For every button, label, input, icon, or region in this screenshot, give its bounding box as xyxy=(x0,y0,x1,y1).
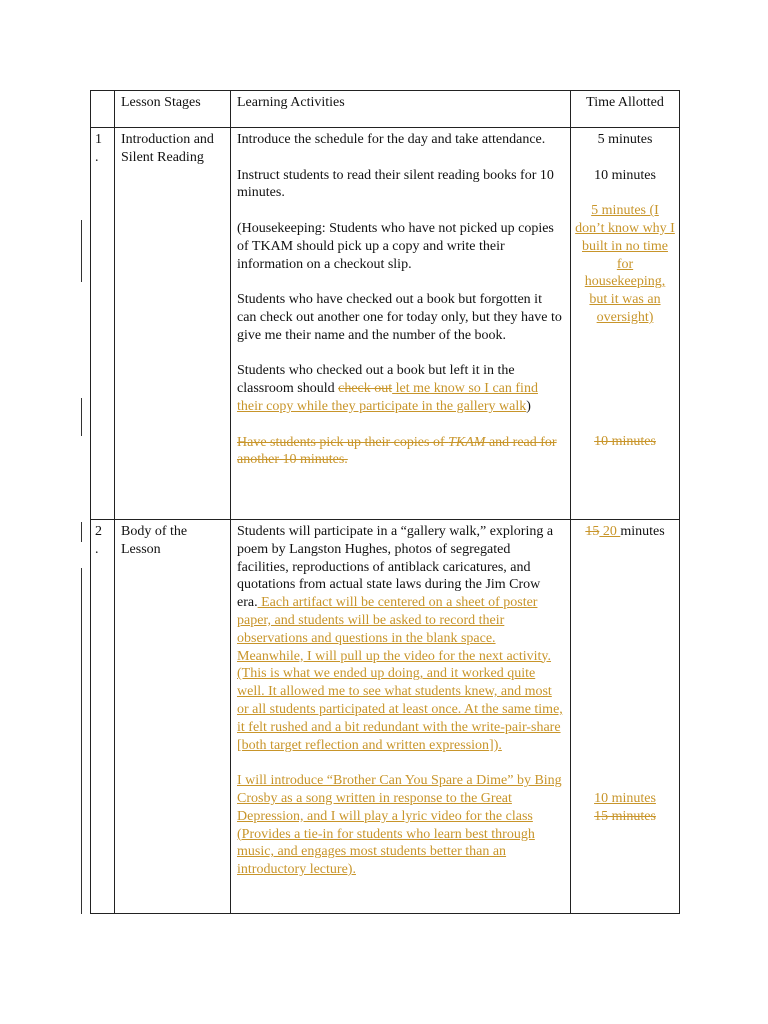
activity-paragraph: Students who checked out a book but left it in the classroom should check out let me know so I can find their copy while they participate in the gallery walk) xyxy=(237,363,538,414)
inserted-text: I will introduce “Brother Can You Spare a Dime” by Bing Crosby as a song written in response to the Great Depression, and I will play a lyric video for the class (Provides a tie-in for students who learn best through music, and engages most students better than an introductory lecture). xyxy=(237,773,562,878)
deleted-text: Have students pick up their copies of xyxy=(237,434,449,450)
activity-paragraph: Introduce the schedule for the day and take attendance. xyxy=(237,132,546,147)
activity-paragraph: Students who have checked out a book but forgotten it can check out another one for today only, but they have to give me their name and the number of the book. xyxy=(237,292,562,343)
activity-paragraph xyxy=(237,434,564,470)
change-bar xyxy=(81,398,82,436)
deleted-text: and read for another 10 minutes. xyxy=(237,434,557,468)
lesson-stage: Introduction and Silent Reading xyxy=(115,128,231,520)
time-value: 15 20 minutes xyxy=(585,524,665,539)
change-bar xyxy=(81,220,82,282)
change-bar xyxy=(81,568,82,914)
table-row xyxy=(91,128,680,520)
deleted-text: 15 minutes xyxy=(594,808,656,824)
table-row xyxy=(91,520,680,914)
inserted-text: 10 minutes xyxy=(594,790,656,806)
time-allotted-cell xyxy=(571,128,680,520)
row-number: 2 . xyxy=(91,520,115,914)
deleted-text: check out xyxy=(338,381,393,397)
table-header-row xyxy=(91,91,680,128)
header-lesson-stages: Lesson Stages xyxy=(115,91,231,128)
inserted-text: let me know so I can find their copy while they participate in the gallery walk xyxy=(237,381,538,414)
deleted-text: 15 xyxy=(585,524,600,539)
change-bar xyxy=(81,522,82,542)
header-number xyxy=(91,91,115,128)
time-value: 10 minutes xyxy=(594,167,656,183)
learning-activities-cell xyxy=(231,520,571,914)
activity-paragraph: (Housekeeping: Students who have not picked up copies of TKAM should pick up a copy and write their information on a checkout slip. xyxy=(237,220,554,272)
deleted-text: 10 minutes xyxy=(594,433,656,449)
header-time-allotted: Time Allotted xyxy=(571,91,680,128)
learning-activities-cell xyxy=(231,128,571,520)
inserted-text: 20 xyxy=(599,524,621,539)
header-learning-activities: Learning Activities xyxy=(231,91,571,128)
time-value: 5 minutes xyxy=(597,132,653,147)
activity-paragraph: Students will participate in a “gallery walk,” exploring a poem by Langston Hughes, photos of segregated facilities, reproductions of antiblack caricatures, and quotations from actual state laws during the Jim Crow era. Each artifact will be centered on a sheet of poster paper, and students will be asked to record their observations and questions in the blank space. Meanwhile, I will pull up the video for the next activity. (This is what we ended up doing, and it worked quite well. It allowed me to see what students knew, and most or all students participated at least once. At the same time, it felt rushed and a bit redundant with the write-pair-share [both target reflection and written expression]). xyxy=(237,524,563,753)
inserted-text: Each artifact will be centered on a sheet of poster paper, and students will be asked to record their observations and questions in the blank space. Meanwhile, I will pull up the video for the next activity. (This is what we ended up doing, and it worked quite well. It allowed me to see what students knew, and most or all students participated at least once. At the same time, it felt rushed and a bit redundant with the write-pair-share [both target reflection and written expression]). xyxy=(237,595,563,753)
deleted-text: TKAM xyxy=(448,434,486,450)
activity-paragraph: Instruct students to read their silent reading books for 10 minutes. xyxy=(237,167,554,201)
inserted-text: 5 minutes (I don’t know why I built in no time for housekeeping, but it was an oversight) xyxy=(575,203,675,325)
lesson-plan-table xyxy=(90,90,680,914)
lesson-stage: Body of the Lesson xyxy=(115,520,231,914)
time-allotted-cell xyxy=(571,520,680,914)
row-number: 1 . xyxy=(91,128,115,520)
